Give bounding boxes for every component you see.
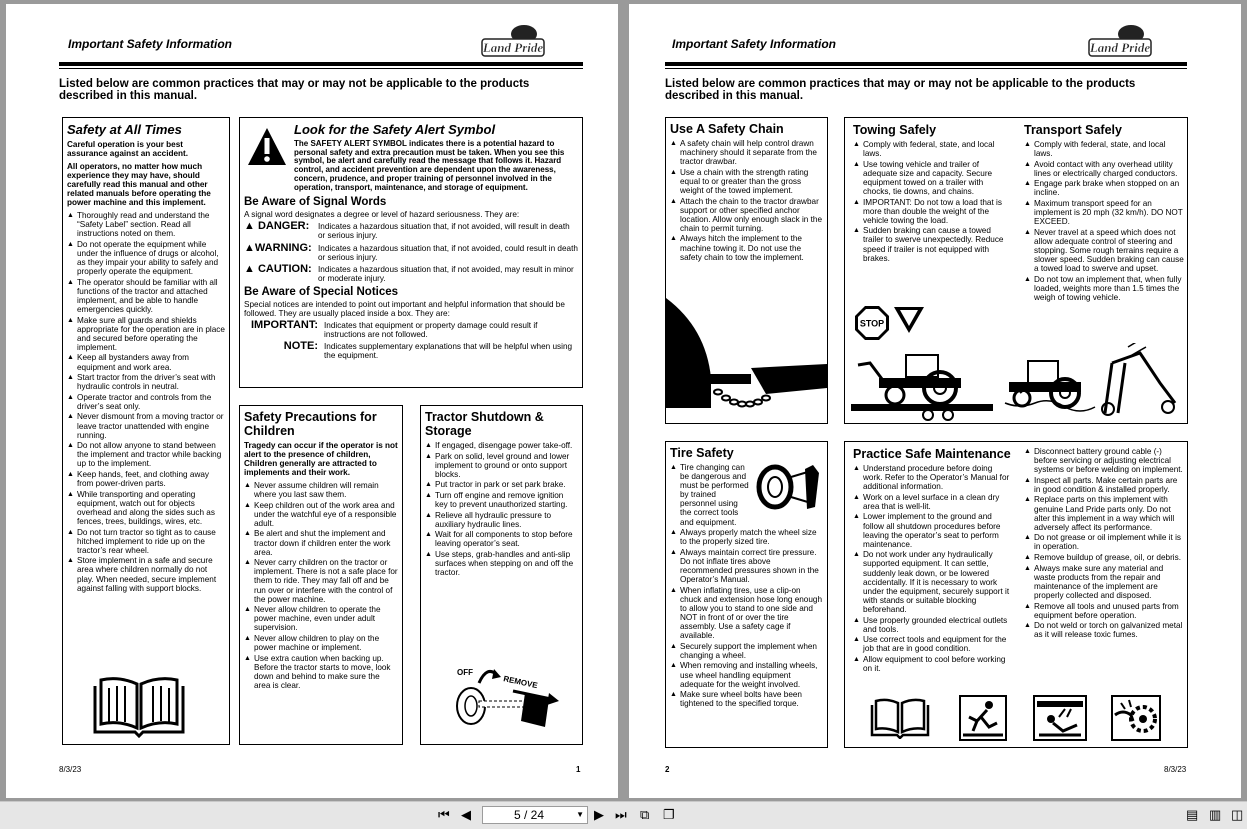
safety-chain-illustration (666, 298, 827, 423)
lead-text: Tragedy can occur if the operator is not alert to the presence of children, Children generally are attracted to implements and their work. (244, 441, 398, 477)
list-item: ▲ Sudden braking can cause a towed trailer to swerve unexpectedly. Reduce speed if trailer is not equipped with brakes. (853, 226, 1013, 262)
header-title: Important Safety Information (68, 37, 233, 51)
important-text: Indicates that equipment or property damage could result if instructions are not followed. (324, 321, 538, 340)
crush-hazard-icon (1033, 695, 1087, 741)
list-item: ▲ Never travel at a speed which does not allow adequate control of steering and stopping. Some rough terrains require a slower speed. Sudden braking can cause a towed load to swerve and upset. (1024, 228, 1184, 273)
svg-text:Land Pride: Land Pride (1089, 40, 1151, 55)
list-item: ▲ Never carry children on the tractor or implement. There is not a safe place for them to ride. They may fall off and be run over or interfere with the control of the power machine. (244, 558, 398, 603)
page-2 (629, 4, 1241, 798)
off-label: OFF (457, 668, 473, 677)
list-item: ▲ Do not allow anyone to stand between the implement and tractor while backing up to the implement. (67, 441, 225, 468)
list-item: ▲ The operator should be familiar with all functions of the tractor and attached implement, and be able to handle emergencies quickly. (67, 278, 225, 314)
section-title: Safety Precautions for Children (244, 410, 377, 438)
chevron-down-icon: ▼ (576, 810, 584, 819)
list-item: ▲ Park on solid, level ground and lower implement to ground or onto support blocks. (425, 452, 578, 479)
remove-label: REMOVE (502, 674, 539, 691)
list-item: ▲ Maximum transport speed for an implement is 20 mph (32 km/h). DO NOT EXCEED. (1024, 199, 1184, 226)
tire-safety-box (665, 441, 828, 748)
list-item: ▲ Securely support the implement when changing a wheel. (670, 642, 823, 660)
list-item: ▲ Do not operate the equipment while under the influence of drugs or alcohol, as they impair your ability to safely and properly operate the equipment. (67, 240, 225, 276)
safe-maintenance-box (844, 441, 1188, 748)
first-page-button[interactable]: ⏮ (438, 807, 450, 822)
list-item: ▲ Never dismount from a moving tractor or leave tractor unattended with engine running. (67, 412, 225, 439)
header-title: Important Safety Information (672, 37, 837, 51)
footer-date: 8/3/23 (59, 765, 82, 774)
danger-label: ▲ DANGER: (244, 220, 310, 233)
list-item: ▲ Do not weld or torch on galvanized metal as it will release toxic fumes. (1024, 621, 1184, 639)
list-item: ▲ Attach the chain to the tractor drawbar support or other specified anchor location. Allow only enough slack in the chain to permit turning. (670, 197, 823, 233)
list-item: ▲ Tire changing can be dangerous and must be performed by trained personnel using the correct tools and equipment. (670, 463, 823, 527)
page-number-select[interactable] (482, 806, 588, 824)
list-item: ▲ While transporting and operating equipment, watch out for objects overhead and along the sides such as fences, trees, buildings, wires, etc. (67, 490, 225, 526)
book-icon (869, 697, 931, 739)
page-number: 1 (576, 765, 581, 774)
list-item: ▲ Use a chain with the strength rating equal to or greater than the gross weight of the towed implement. (670, 168, 823, 195)
list-item: ▲ Remove buildup of grease, oil, or debris. (1024, 553, 1184, 562)
stop-label: STOP (859, 318, 885, 329)
yield-sign-icon (893, 306, 925, 334)
list-item: ▲ Disconnect battery ground cable (-) before servicing or adjusting electrical systems or before welding on implement. (1024, 447, 1184, 474)
page-indicator: 5 / 24 (513, 808, 545, 822)
list-item: ▲ Always maintain correct tire pressure. Do not inflate tires above recommended pressures shown in the Operator’s Manual. (670, 548, 823, 584)
list-item: ▲ Remove all tools and unused parts from equipment before operation. (1024, 602, 1184, 620)
list-item: ▲ Avoid contact with any overhead utility lines or electrically charged conductors. (1024, 160, 1184, 178)
warning-triangle-icon: ▲ (244, 220, 258, 233)
header-rule-thin (665, 68, 1187, 69)
list-item: ▲ Understand procedure before doing work. Refer to the Operator’s Manual for additional information. (853, 464, 1013, 491)
lead-text: The SAFETY ALERT SYMBOL indicates there is a potential hazard to personal safety and extra precaution must be taken. When you see this symbol, be alert and carefully read the message that follows it. Hazard control, and accident prevention are dependent upon the awareness, concern, prudence, and proper training of personnel involved in the operation, transport, maintenance, and storage of equipment. (294, 139, 565, 192)
list-item: ▲ Always make sure any material and waste products from the repair and maintenance of the implement are properly collected and disposed. (1024, 564, 1184, 600)
intro-text: Listed below are common practices that may or may not be applicable to the products described in this manual. (59, 78, 530, 102)
list-item: ▲ Operate tractor and controls from the driver’s seat only. (67, 393, 225, 411)
list-item: ▲ Thoroughly read and understand the “Safety Label” section. Read all instructions noted on them. (67, 211, 225, 238)
lead-text: All operators, no matter how much experience they may have, should carefully read this manual and other related manuals before operating the power machine and this implement. (67, 162, 211, 207)
list-item: ▲ Keep hands, feet, and clothing away from power-driven parts. (67, 470, 225, 488)
list-item: ▲ Never allow children to operate the power machine, even under adult supervision. (244, 605, 398, 632)
section-title: Tractor Shutdown & Storage (425, 410, 544, 438)
footer-date: 8/3/23 (1164, 765, 1187, 774)
towing-transport-box (844, 117, 1188, 424)
tire-changing-icon (755, 463, 821, 511)
list-item: ▲ Do not turn tractor so tight as to cause hitched implement to ride up on the tractor’s rear wheel. (67, 528, 225, 555)
note-label: NOTE: (283, 340, 318, 353)
list-item: ▲ Engage park brake when stopped on an incline. (1024, 179, 1184, 197)
note-text: Indicates supplementary explanations that will be helpful when using the equipment. (324, 342, 573, 361)
book-icon (91, 674, 187, 738)
safety-chain-box (665, 117, 828, 424)
fall-hazard-icon (959, 695, 1007, 741)
section-title: Transport Safely (1024, 123, 1122, 137)
list-item: ▲ A safety chain will help control drawn machinery should it separate from the tractor drawbar. (670, 139, 823, 166)
land-pride-logo (1087, 22, 1153, 60)
last-page-button[interactable]: ⏭ (615, 807, 627, 822)
list-item: ▲ Turn off engine and remove ignition key to prevent unauthorized starting. (425, 491, 578, 509)
list-item: ▲ Inspect all parts. Make certain parts are in good condition & installed properly. (1024, 476, 1184, 494)
danger-text: Indicates a hazardous situation that, if not avoided, will result in death or serious injury. (318, 222, 570, 241)
list-item: ▲ Never allow children to play on the power machine or implement. (244, 634, 398, 652)
header-rule (665, 62, 1187, 66)
list-item: ▲ Wait for all components to stop before leaving operator’s seat. (425, 530, 578, 548)
section-title: Practice Safe Maintenance (853, 447, 1011, 461)
section-title: Use A Safety Chain (670, 122, 784, 136)
section-title: Look for the Safety Alert Symbol (294, 122, 496, 137)
subheading: Be Aware of Signal Words (244, 196, 387, 209)
list-item: ▲ Use steps, grab-handles and anti-slip surfaces when stepping on and off the tractor. (425, 550, 578, 577)
section-title: Safety at All Times (67, 122, 182, 137)
list-item: ▲ Comply with federal, state, and local laws. (853, 140, 1013, 158)
page-layout-icon[interactable]: ⧉ (640, 807, 650, 822)
svg-text:Land Pride: Land Pride (482, 40, 544, 55)
list-item: ▲ Replace parts on this implement with genuine Land Pride parts only. Do not alter this implement in a way which will adversely affect its performance. (1024, 495, 1184, 531)
list-item: ▲ IMPORTANT: Do not tow a load that is more than double the weight of the vehicle towing the load. (853, 198, 1013, 225)
list-item: ▲ If engaged, disengage power take-off. (425, 441, 578, 450)
page-spread-icon[interactable]: ❐ (663, 807, 675, 822)
list-item: ▲ Use properly grounded electrical outlets and tools. (853, 616, 1013, 634)
list-item: ▲ Use extra caution when backing up. Before the tractor starts to move, look down and behind to make sure the area is clear. (244, 654, 398, 690)
list-item: ▲ Be alert and shut the implement and tractor down if children enter the work area. (244, 529, 398, 556)
list-item: ▲ Do not tow an implement that, when fully loaded, weights more than 1.5 times the weigh of towing vehicle. (1024, 275, 1184, 302)
caution-label: ▲ CAUTION: (244, 262, 312, 275)
safety-alert-icon (246, 126, 288, 168)
important-label: IMPORTANT: (250, 319, 318, 332)
caution-text: Indicates a hazardous situation that, if not avoided, may result in minor or moderate injury. (318, 264, 574, 283)
list-item: ▲ Make sure all guards and shields appropriate for the operation are in place and secured before operating the implement. (67, 316, 225, 352)
list-item: ▲ Do not work under any hydraulically supported equipment. It can settle, suddenly leak down, or be lowered accidentally. If it is necessary to work under the equipment, securely support it with stands or suitable blocking beforehand. (853, 550, 1013, 614)
list-item: ▲ Put tractor in park or set park brake. (425, 480, 578, 489)
list-item: ▲ Keep children out of the work area and under the watchful eye of a responsible adult. (244, 501, 398, 528)
list-item: ▲ Use towing vehicle and trailer of adequate size and capacity. Secure equipment towed on a trailer with chocks, tie downs, and chains. (853, 160, 1013, 196)
two-page-view-icon[interactable]: ◫ (1231, 807, 1244, 822)
safety-alert-box (239, 117, 583, 388)
list-item: ▲ Use correct tools and equipment for the job that are in good condition. (853, 635, 1013, 653)
list-item: ▲ Make sure wheel bolts have been tightened to the specified torque. (670, 690, 823, 708)
lead-text: Careful operation is your best assurance against an accident. (67, 140, 189, 158)
subheading: Be Aware of Special Notices (244, 285, 399, 298)
body-text: Special notices are intended to point out important and helpful information that should be followed. They are usually placed inside a box. They are: (244, 299, 565, 318)
next-page-button[interactable]: ▶ (594, 807, 604, 822)
list-item: ▲ Relieve all hydraulic pressure to auxiliary hydraulic lines. (425, 511, 578, 529)
list-item: ▲ Start tractor from the driver’s seat with hydraulic controls in neutral. (67, 373, 225, 391)
warning-triangle-icon: ▲ (244, 241, 255, 254)
body-text: A signal word designates a degree or level of hazard seriousness. They are: (244, 210, 520, 220)
list-item: ▲ Allow equipment to cool before working on it. (853, 655, 1013, 673)
ignition-key-icon (439, 661, 569, 736)
safety-all-times-box (62, 117, 230, 745)
header-rule-thin (59, 68, 583, 69)
entanglement-hazard-icon (1111, 695, 1161, 741)
list-item: ▲ Always properly match the wheel size to the properly sized tire. (670, 528, 823, 546)
list-item: ▲ Comply with federal, state, and local laws. (1024, 140, 1184, 158)
section-title: Towing Safely (853, 123, 937, 137)
list-item: ▲ Keep all bystanders away from equipment and work area. (67, 353, 225, 371)
single-page-view-icon[interactable]: ▤ (1186, 807, 1199, 822)
list-item: ▲ Lower implement to the ground and follow all shutdown procedures before leaving the operator’s seat to perform maintenance. (853, 512, 1013, 548)
tractors-transport-illustration (850, 343, 1185, 423)
list-item: ▲ Do not grease or oil implement while it is in operation. (1024, 533, 1184, 551)
warning-text: Indicates a hazardous situation that, if not avoided, could result in death or serious injury. (318, 243, 578, 262)
section-title: Tire Safety (670, 446, 734, 460)
land-pride-logo (480, 22, 546, 60)
list-item: ▲ When removing and installing wheels, use wheel handling equipment adequate for the weight involved. (670, 661, 823, 688)
intro-text: Listed below are common practices that may or may not be applicable to the products described in this manual. (665, 78, 1136, 102)
list-item: ▲ Store implement in a safe and secure area where children normally do not play. When needed, secure implement against falling with support blocks. (67, 556, 225, 592)
header-rule (59, 62, 583, 66)
viewer-toolbar (0, 801, 1247, 829)
page-1 (6, 4, 618, 798)
children-safety-box (239, 405, 403, 745)
warning-triangle-icon: ▲ (244, 262, 258, 275)
previous-page-button[interactable]: ◀ (461, 807, 471, 822)
warning-label: ▲WARNING: (244, 241, 312, 254)
list-item: ▲ When inflating tires, use a clip-on chuck and extension hose long enough to allow you to stand to one side and NOT in front of or over the tire assembly. Use a safety cage if available. (670, 586, 823, 641)
list-item: ▲ Always hitch the implement to the machine towing it. Do not use the safety chain to tow the implement. (670, 234, 823, 261)
shutdown-storage-box (420, 405, 583, 745)
continuous-view-icon[interactable]: ▥ (1209, 807, 1222, 822)
list-item: ▲ Never assume children will remain where you last saw them. (244, 481, 398, 499)
page-number: 2 (665, 765, 670, 774)
list-item: ▲ Work on a level surface in a clean dry area that is well-lit. (853, 493, 1013, 511)
stop-sign-icon (854, 305, 890, 341)
